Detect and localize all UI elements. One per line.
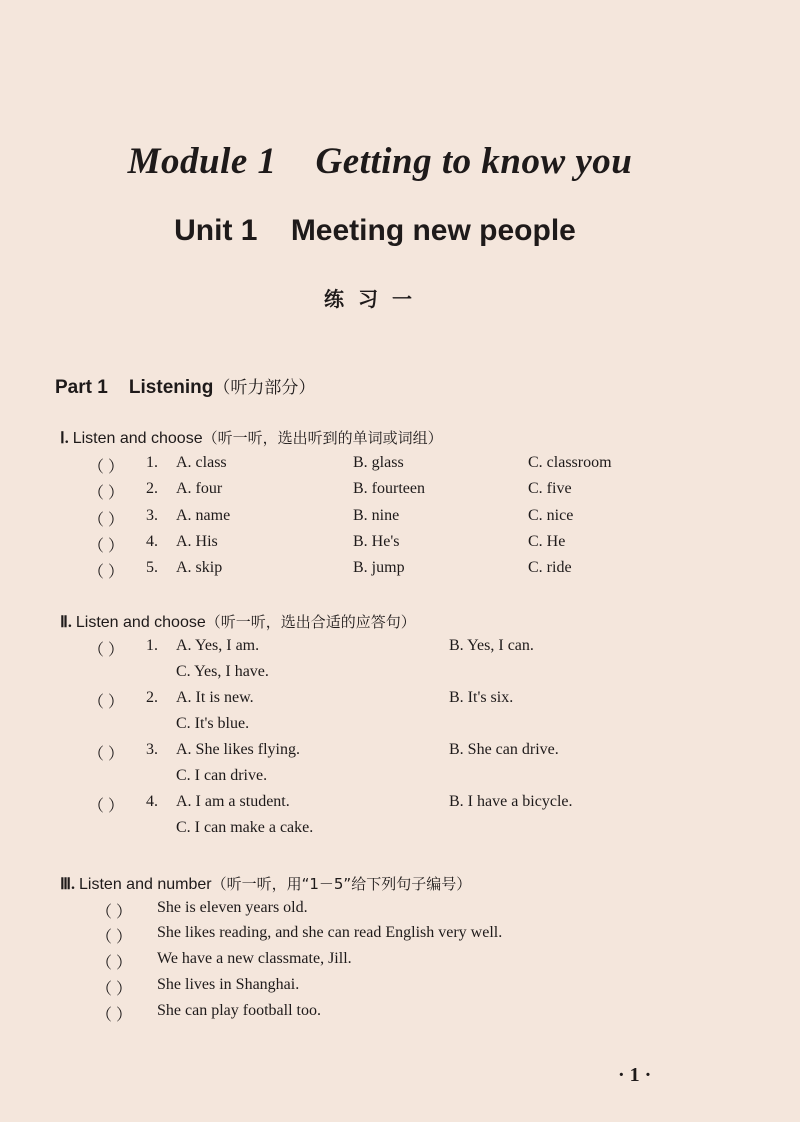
section1-item-1 bbox=[0, 454, 800, 478]
section2-item-3 bbox=[0, 741, 800, 765]
part-title: Part 1 Listening bbox=[55, 377, 214, 398]
item-number: 2. bbox=[146, 689, 158, 706]
option-b: B. He's bbox=[353, 533, 400, 550]
item-number: 5. bbox=[146, 559, 158, 576]
section3-item bbox=[0, 950, 800, 974]
option-b: B. glass bbox=[353, 454, 404, 471]
answer-paren[interactable]: （ ） bbox=[88, 512, 125, 529]
answer-paren[interactable]: （ ） bbox=[88, 538, 125, 555]
section1-item-5 bbox=[0, 559, 800, 583]
section2-item-1-c bbox=[0, 663, 800, 687]
section2-item-2-c bbox=[0, 715, 800, 739]
section3-numeral: Ⅲ. bbox=[60, 876, 76, 893]
section2-title: Listen and choose bbox=[75, 614, 206, 631]
option-b: B. fourteen bbox=[353, 480, 425, 497]
option-b: B. jump bbox=[353, 559, 405, 576]
item-number: 2. bbox=[146, 480, 158, 497]
option-a: A. name bbox=[176, 507, 231, 524]
sentence: She likes reading, and she can read English very well. bbox=[157, 924, 503, 941]
option-b: B. I have a bicycle. bbox=[449, 793, 573, 810]
item-number: 3. bbox=[146, 741, 158, 758]
section3-heading bbox=[60, 873, 471, 894]
option-a: A. She likes flying. bbox=[176, 741, 300, 758]
option-c: C. I can make a cake. bbox=[176, 819, 314, 836]
section1-title: Listen and choose bbox=[72, 430, 203, 447]
answer-paren[interactable]: （ ） bbox=[88, 564, 125, 581]
answer-paren[interactable]: （ ） bbox=[96, 981, 133, 998]
sentence: She can play football too. bbox=[157, 1002, 321, 1019]
option-b: B. Yes, I can. bbox=[449, 637, 534, 654]
section1-item-3 bbox=[0, 507, 800, 531]
section3-item bbox=[0, 899, 800, 923]
option-b: B. She can drive. bbox=[449, 741, 559, 758]
section3-item bbox=[0, 924, 800, 948]
part-heading bbox=[55, 373, 315, 399]
option-b: B. nine bbox=[353, 507, 400, 524]
answer-paren[interactable]: （ ） bbox=[96, 1007, 133, 1024]
section1-item-4 bbox=[0, 533, 800, 557]
item-number: 3. bbox=[146, 507, 158, 524]
answer-paren[interactable]: （ ） bbox=[96, 929, 133, 946]
answer-paren[interactable]: （ ） bbox=[88, 485, 125, 502]
section1-heading bbox=[60, 427, 443, 448]
option-c: C. ride bbox=[528, 559, 572, 576]
option-c: C. Yes, I have. bbox=[176, 663, 269, 680]
section1-title-cn: （听一听，选出听到的单词或词组） bbox=[202, 429, 443, 447]
module-title: Module 1 Getting to know you bbox=[127, 141, 633, 182]
item-number: 4. bbox=[146, 533, 158, 550]
item-number: 4. bbox=[146, 793, 158, 810]
answer-paren[interactable]: （ ） bbox=[96, 955, 133, 972]
section1-item-2 bbox=[0, 480, 800, 504]
page-number: · 1 · bbox=[618, 1064, 652, 1086]
option-a: A. Yes, I am. bbox=[176, 637, 260, 654]
section2-item-3-c bbox=[0, 767, 800, 791]
answer-paren[interactable]: （ ） bbox=[88, 459, 125, 476]
option-a: A. skip bbox=[176, 559, 223, 576]
section2-item-4 bbox=[0, 793, 800, 817]
option-b: B. It's six. bbox=[449, 689, 514, 706]
option-c: C. five bbox=[528, 480, 572, 497]
option-a: A. four bbox=[176, 480, 223, 497]
option-c: C. classroom bbox=[528, 454, 612, 471]
part-title-cn: （听力部分） bbox=[213, 378, 316, 398]
section3-item bbox=[0, 1002, 800, 1026]
answer-paren[interactable]: （ ） bbox=[88, 746, 125, 763]
answer-paren[interactable]: （ ） bbox=[96, 904, 133, 921]
option-a: A. His bbox=[176, 533, 218, 550]
exercise-title: 练习一 bbox=[324, 287, 426, 311]
option-a: A. It is new. bbox=[176, 689, 254, 706]
answer-paren[interactable]: （ ） bbox=[88, 642, 125, 659]
option-c: C. He bbox=[528, 533, 566, 550]
section3-title-cn: （听一听，用“1－5”给下列句子编号） bbox=[211, 875, 472, 893]
section3-title: Listen and number bbox=[79, 876, 212, 893]
item-number: 1. bbox=[146, 454, 158, 471]
section2-item-2 bbox=[0, 689, 800, 713]
option-a: A. I am a student. bbox=[176, 793, 290, 810]
sentence: She lives in Shanghai. bbox=[157, 976, 300, 993]
item-number: 1. bbox=[146, 637, 158, 654]
sentence: She is eleven years old. bbox=[157, 899, 308, 916]
answer-paren[interactable]: （ ） bbox=[88, 694, 125, 711]
option-a: A. class bbox=[176, 454, 227, 471]
answer-paren[interactable]: （ ） bbox=[88, 798, 125, 815]
option-c: C. nice bbox=[528, 507, 574, 524]
section2-item-4-c bbox=[0, 819, 800, 843]
option-c: C. I can drive. bbox=[176, 767, 268, 784]
section2-heading bbox=[60, 611, 416, 632]
section1-numeral: Ⅰ. bbox=[60, 430, 69, 447]
section2-title-cn: （听一听，选出合适的应答句） bbox=[205, 613, 416, 631]
section3-item bbox=[0, 976, 800, 1000]
section2-numeral: Ⅱ. bbox=[60, 614, 72, 631]
sentence: We have a new classmate, Jill. bbox=[157, 950, 352, 967]
unit-title: Unit 1 Meeting new people bbox=[174, 214, 576, 247]
section2-item-1 bbox=[0, 637, 800, 661]
option-c: C. It's blue. bbox=[176, 715, 250, 732]
